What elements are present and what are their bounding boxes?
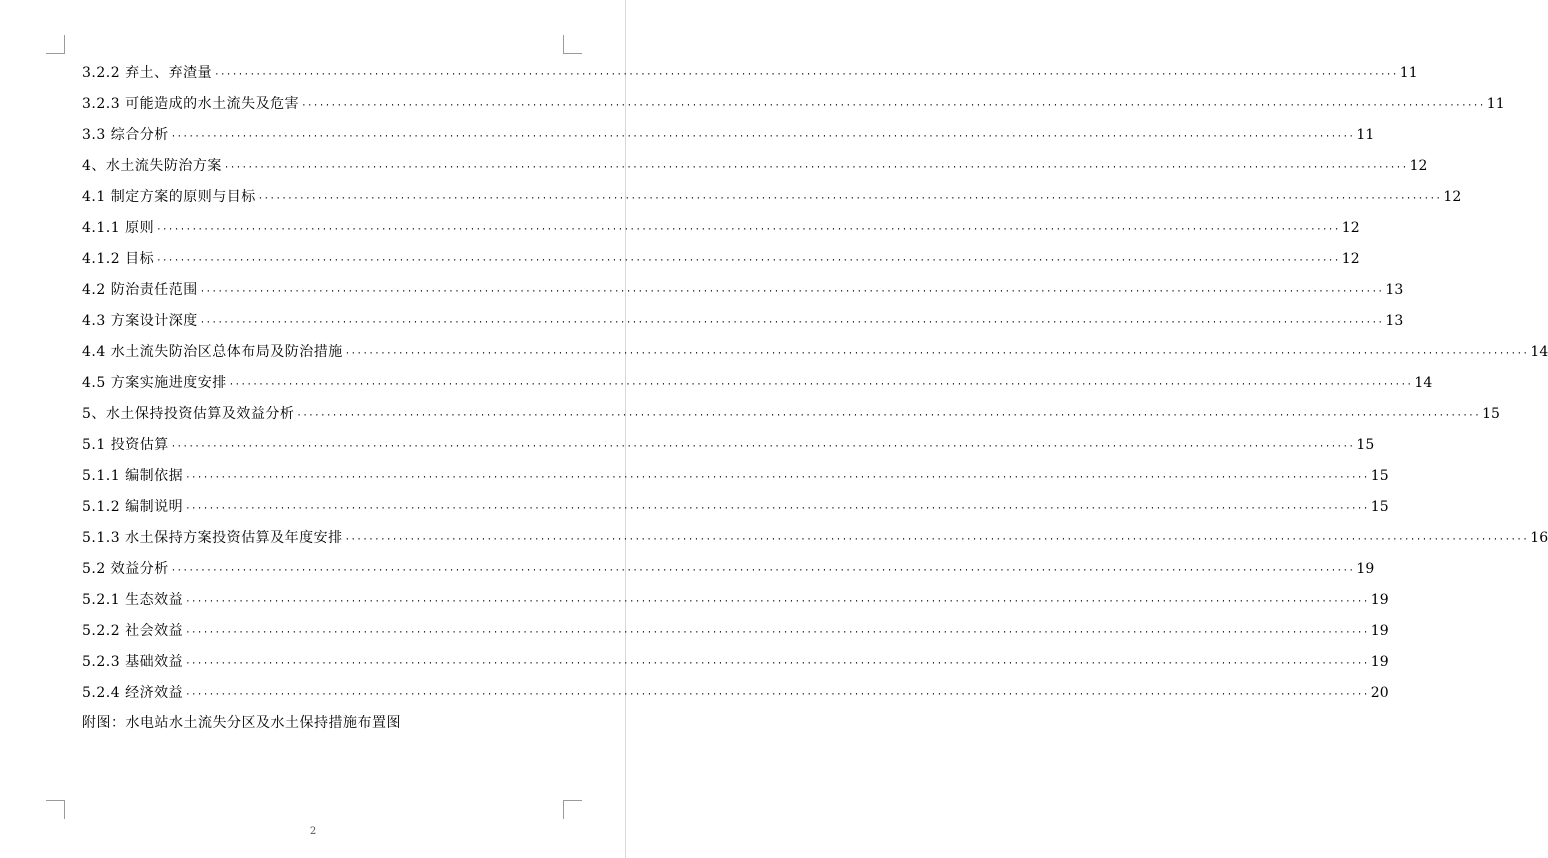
toc-entry-label: 3.2.3 可能造成的水土流失及危害 xyxy=(82,96,300,112)
toc-dot-leader: ········································································································································································································ xyxy=(214,70,1398,80)
toc-entry-page-number: 19 xyxy=(1370,623,1389,639)
toc-entry[interactable] xyxy=(82,182,1462,213)
toc-entry-label: 5.1.3 水土保持方案投资估算及年度安排 xyxy=(82,530,343,546)
toc-dot-leader: ········································································································································································································ xyxy=(185,597,1369,607)
toc-entry-label: 5.1.2 编制说明 xyxy=(82,499,184,515)
toc-entry-label: 5.2.3 基础效益 xyxy=(82,654,184,670)
toc-dot-leader: ········································································································································································································ xyxy=(156,256,1340,266)
toc-entry-page-number: 13 xyxy=(1385,282,1404,298)
crop-mark-top-left xyxy=(46,35,65,54)
toc-entry[interactable] xyxy=(82,399,1500,430)
toc-entry[interactable] xyxy=(82,430,1375,461)
toc-entry[interactable] xyxy=(82,58,1418,89)
toc-dot-leader: ········································································································································································································ xyxy=(296,411,1481,421)
toc-entry-page-number: 15 xyxy=(1482,406,1500,422)
toc-dot-leader: ········································································································································································································ xyxy=(185,628,1369,638)
toc-entry-label: 5.1 投资估算 xyxy=(82,437,169,453)
toc-entry-label: 3.2.2 弃土、弃渣量 xyxy=(82,65,213,81)
toc-entry[interactable] xyxy=(82,213,1360,244)
toc-entry-page-number: 15 xyxy=(1370,499,1389,515)
toc-entry-label: 4.1.2 目标 xyxy=(82,251,155,267)
toc-dot-leader: ········································································································································································································ xyxy=(344,535,1529,545)
toc-entry[interactable] xyxy=(82,461,1389,492)
toc-entry[interactable] xyxy=(82,523,1548,554)
toc-dot-leader: ········································································································································································································ xyxy=(185,504,1369,514)
toc-entry-page-number: 15 xyxy=(1370,468,1389,484)
toc-dot-leader: ········································································································································································································ xyxy=(199,287,1384,297)
toc-entry-label: 4.1 制定方案的原则与目标 xyxy=(82,189,256,205)
toc-entry-label: 5.2.1 生态效益 xyxy=(82,592,184,608)
toc-dot-leader: ········································································································································································································ xyxy=(223,163,1408,173)
toc-entry-page-number: 12 xyxy=(1443,189,1462,205)
toc-entry-page-number: 11 xyxy=(1356,127,1375,143)
toc-dot-leader: ········································································································································································································ xyxy=(170,132,1355,142)
toc-dot-leader: ········································································································································································································ xyxy=(170,442,1355,452)
toc-entry-page-number: 13 xyxy=(1385,313,1404,329)
toc-entry-page-number: 11 xyxy=(1486,96,1505,112)
toc-entry-label: 5.2 效益分析 xyxy=(82,561,169,577)
toc-entry-page-number: 14 xyxy=(1530,344,1548,360)
toc-entry[interactable] xyxy=(82,368,1433,399)
toc-dot-leader: ········································································································································································································ xyxy=(185,659,1369,669)
toc-entry-page-number: 12 xyxy=(1341,220,1360,236)
toc-entry[interactable] xyxy=(82,337,1548,368)
toc-entry[interactable] xyxy=(82,492,1389,523)
toc-entry-label: 5、水土保持投资估算及效益分析 xyxy=(82,406,295,422)
toc-dot-leader: ········································································································································································································ xyxy=(257,194,1442,204)
toc-entry-label: 5.2.4 经济效益 xyxy=(82,685,184,701)
table-of-contents xyxy=(82,58,1548,709)
toc-dot-leader: ········································································································································································································ xyxy=(228,380,1413,390)
toc-entry-label: 5.2.2 社会效益 xyxy=(82,623,184,639)
page-number: 2 xyxy=(309,826,317,837)
toc-dot-leader: ········································································································································································································ xyxy=(301,101,1485,111)
toc-entry-page-number: 11 xyxy=(1399,65,1418,81)
toc-dot-leader: ········································································································································································································ xyxy=(156,225,1340,235)
toc-entry-page-number: 19 xyxy=(1370,592,1389,608)
toc-entry[interactable] xyxy=(82,306,1404,337)
toc-entry[interactable] xyxy=(82,275,1404,306)
crop-mark-bottom-right xyxy=(563,800,582,819)
toc-entry[interactable] xyxy=(82,678,1389,709)
toc-entry-label: 4.4 水土流失防治区总体布局及防治措施 xyxy=(82,344,343,360)
toc-entry[interactable] xyxy=(82,585,1389,616)
toc-entry[interactable] xyxy=(82,89,1505,120)
toc-entry-page-number: 19 xyxy=(1356,561,1375,577)
toc-entry[interactable] xyxy=(82,120,1375,151)
toc-entry-page-number: 14 xyxy=(1414,375,1433,391)
toc-dot-leader: ········································································································································································································ xyxy=(185,473,1369,483)
toc-entry-page-number: 19 xyxy=(1370,654,1389,670)
toc-dot-leader: ········································································································································································································ xyxy=(199,318,1384,328)
toc-entry-label: 4.3 方案设计深度 xyxy=(82,313,198,329)
toc-entry[interactable] xyxy=(82,647,1389,678)
toc-entry-label: 5.1.1 编制依据 xyxy=(82,468,184,484)
toc-appendix-entry[interactable]: 附图：水电站水土流失分区及水土保持措施布置图 xyxy=(82,715,401,731)
toc-entry-label: 4.5 方案实施进度安排 xyxy=(82,375,227,391)
crop-mark-top-right xyxy=(563,35,582,54)
crop-mark-bottom-left xyxy=(46,800,65,819)
toc-entry[interactable] xyxy=(82,616,1389,647)
toc-dot-leader: ········································································································································································································ xyxy=(170,566,1355,576)
toc-entry-page-number: 12 xyxy=(1341,251,1360,267)
toc-entry-page-number: 12 xyxy=(1409,158,1428,174)
toc-dot-leader: ········································································································································································································ xyxy=(185,690,1369,700)
toc-entry-label: 4.2 防治责任范围 xyxy=(82,282,198,298)
toc-entry-label: 4.1.1 原则 xyxy=(82,220,155,236)
toc-entry-label: 3.3 综合分析 xyxy=(82,127,169,143)
toc-entry-label: 4、水土流失防治方案 xyxy=(82,158,222,174)
toc-entry-page-number: 20 xyxy=(1370,685,1389,701)
toc-entry-page-number: 16 xyxy=(1530,530,1548,546)
toc-entry-page-number: 15 xyxy=(1356,437,1375,453)
toc-dot-leader: ········································································································································································································ xyxy=(344,349,1529,359)
toc-entry[interactable] xyxy=(82,244,1360,275)
toc-entry[interactable] xyxy=(82,554,1375,585)
toc-entry[interactable] xyxy=(82,151,1428,182)
